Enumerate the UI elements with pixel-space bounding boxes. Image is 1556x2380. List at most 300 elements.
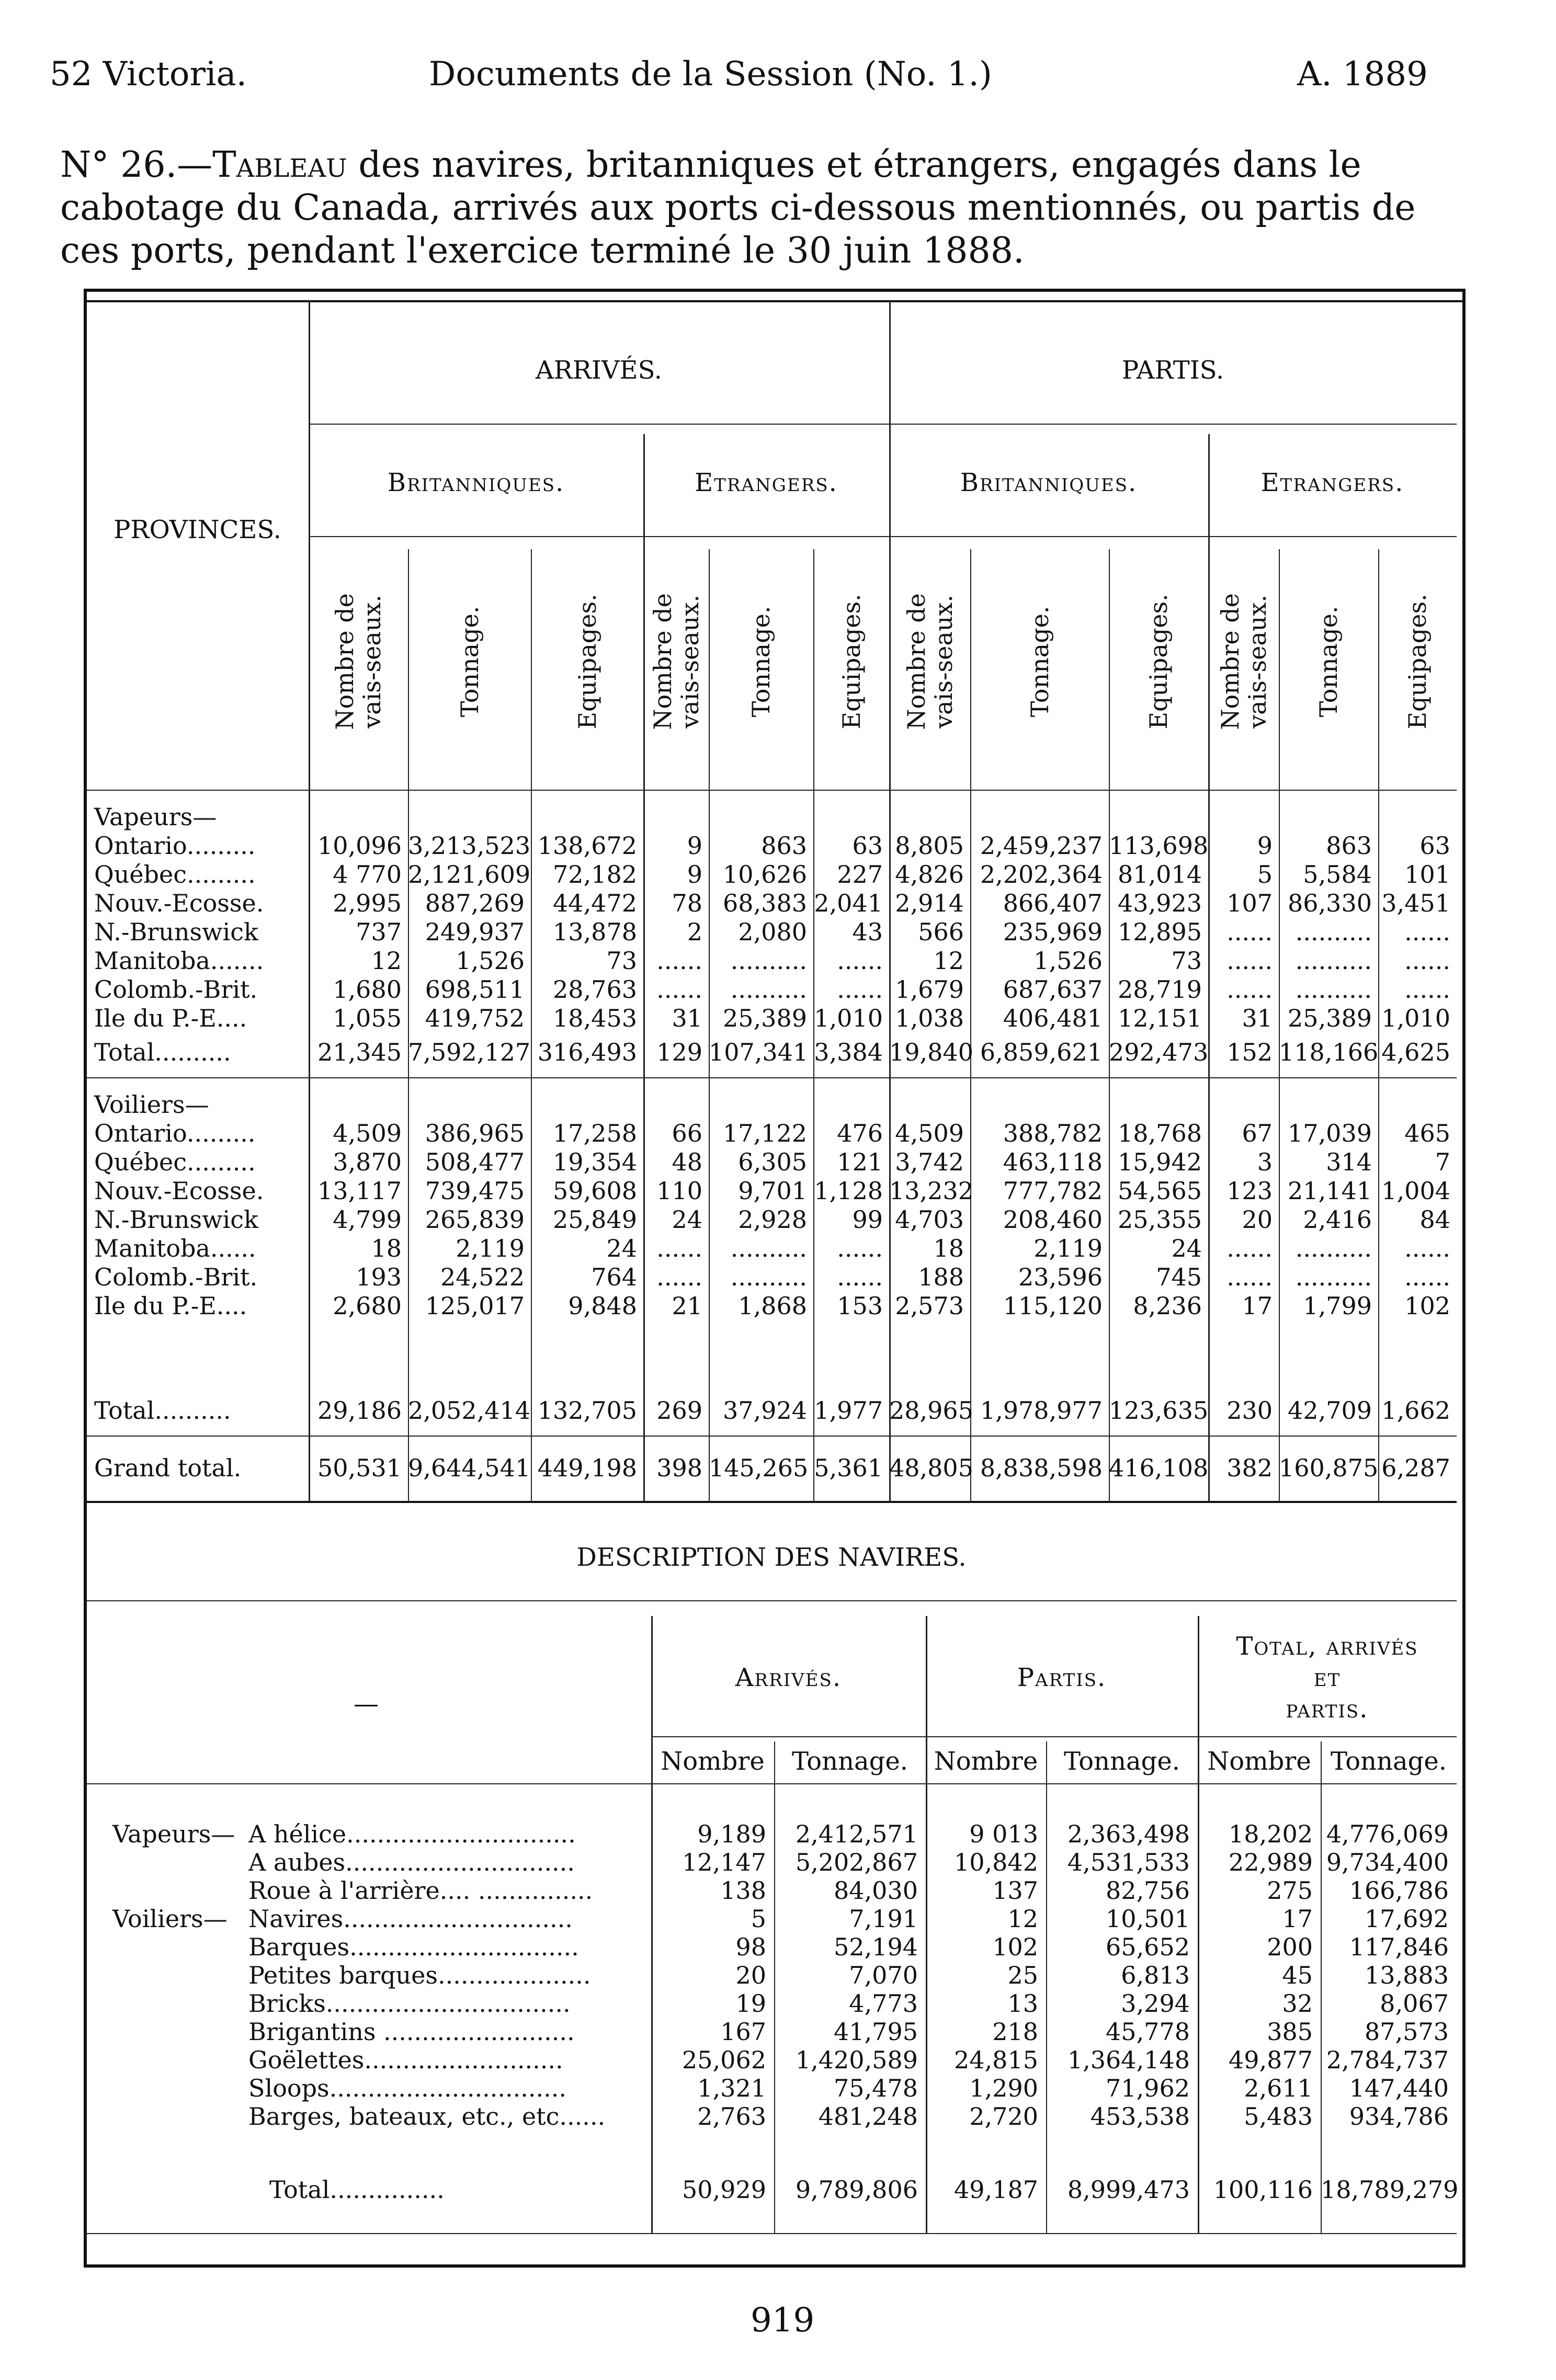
page-number: 919 — [751, 2301, 815, 2340]
description-cell: 71,962 — [1106, 2074, 1190, 2102]
total-cell: 100,116 — [1213, 2176, 1313, 2204]
vapeurs-row-cell: ...... — [1404, 918, 1450, 946]
vapeurs-row-cell: 73 — [1171, 947, 1202, 975]
voiliers-total-label: Total.......... — [94, 1396, 231, 1425]
voiliers-row-cell: 386,965 — [425, 1119, 525, 1147]
description-cell: 17 — [1282, 1905, 1313, 1933]
description-cell: 934,786 — [1349, 2102, 1449, 2131]
description-cell: 453,538 — [1090, 2102, 1190, 2131]
voiliers-row-cell: 476 — [837, 1119, 883, 1147]
description-cell: 218 — [992, 2018, 1038, 2046]
grand-total-cell: 6,287 — [1381, 1454, 1450, 1482]
voiliers-total-cell: 42,709 — [1288, 1396, 1372, 1425]
voiliers-row-cell: 54,565 — [1118, 1177, 1202, 1205]
voiliers-row-cell: 110 — [656, 1177, 702, 1205]
description-cell: 1,290 — [969, 2074, 1038, 2102]
vapeurs-row-cell: 1,526 — [456, 947, 525, 975]
voiliers-row-cell: 2,680 — [333, 1292, 402, 1320]
voiliers-row-cell: 59,608 — [553, 1177, 637, 1205]
vapeurs-row-cell: 1,010 — [814, 1004, 883, 1032]
voiliers-row-cell: 7 — [1435, 1148, 1450, 1176]
description-cell: 45 — [1282, 1961, 1313, 1989]
tonnage-header: Tonnage. — [455, 606, 484, 718]
voiliers-row-cell: 153 — [837, 1292, 883, 1320]
total-cell: 49,187 — [954, 2176, 1038, 2204]
voiliers-row-label: Nouv.-Ecosse. — [94, 1177, 264, 1205]
dash: — — [354, 1689, 379, 1718]
description-cell: 87,573 — [1365, 2018, 1449, 2046]
vapeurs-row-cell: 1,038 — [895, 1004, 964, 1032]
voiliers-row-cell: 2,416 — [1303, 1205, 1372, 1234]
arrives-etrangers-header: Etrangers. — [695, 468, 838, 497]
category-label: Voiliers— — [112, 1905, 228, 1933]
voiliers-row-cell: 2,119 — [456, 1234, 525, 1262]
vapeurs-row-cell: 2,202,364 — [980, 860, 1103, 889]
vapeurs-row-cell: 18,453 — [553, 1004, 637, 1032]
voiliers-row-cell: 764 — [591, 1263, 637, 1291]
equipages-header: Equipages. — [573, 594, 601, 730]
voiliers-row-cell: 2,928 — [738, 1205, 807, 1234]
vapeurs-row-cell: 406,481 — [1003, 1004, 1103, 1032]
vapeurs-row-cell: .......... — [730, 947, 807, 975]
description-cell: 22,989 — [1229, 1848, 1313, 1876]
category-label: Vapeurs— — [112, 1820, 235, 1848]
voiliers-row-cell: 17,122 — [723, 1119, 807, 1147]
header-right: A. 1889 — [1297, 55, 1428, 94]
voiliers-row-cell: .......... — [730, 1234, 807, 1262]
description-cell: 6,813 — [1121, 1961, 1190, 1989]
voiliers-row-cell: 25,355 — [1118, 1205, 1202, 1234]
voiliers-row-cell: 24 — [1171, 1234, 1202, 1262]
voiliers-row-label: Ile du P.-E.... — [94, 1292, 247, 1320]
voiliers-row-cell: 388,782 — [1003, 1119, 1103, 1147]
total-cell: 50,929 — [682, 2176, 766, 2204]
voiliers-row-cell: ...... — [656, 1234, 702, 1262]
vapeurs-row-cell: 63 — [1419, 832, 1450, 860]
description-cell: 49,877 — [1229, 2046, 1313, 2074]
grand-total-cell: 145,265 — [709, 1454, 809, 1482]
vapeurs-total-cell: 6,859,621 — [980, 1038, 1103, 1066]
vapeurs-row-label: Québec......... — [94, 860, 256, 889]
voiliers-row-cell: 739,475 — [425, 1177, 525, 1205]
vapeurs-row-cell: 63 — [852, 832, 883, 860]
voiliers-row-cell: .......... — [1295, 1263, 1372, 1291]
description-cell: 3,294 — [1121, 1989, 1190, 2018]
voiliers-row-cell: 4,509 — [333, 1119, 402, 1147]
vessel-type-label: A aubes.............................. — [248, 1848, 575, 1876]
description-cell: 75,478 — [834, 2074, 918, 2102]
arrives-britanniques-header: Britanniques. — [387, 468, 565, 497]
voiliers-row-cell: 18 — [371, 1234, 402, 1262]
equipages-header: Equipages. — [837, 594, 866, 730]
vapeurs-row-cell: ...... — [1404, 947, 1450, 975]
description-cell: 41,795 — [834, 2018, 918, 2046]
vapeurs-total-cell: 107,341 — [709, 1038, 809, 1066]
header-left: 52 Victoria. — [50, 55, 247, 94]
voiliers-row-cell: 314 — [1326, 1148, 1372, 1176]
voiliers-row-cell: 745 — [1156, 1263, 1202, 1291]
vapeurs-row-cell: 698,511 — [425, 975, 525, 1004]
vapeurs-row-cell: 113,698 — [1109, 832, 1209, 860]
tonnage-header: Tonnage. — [1063, 1747, 1180, 1776]
description-cell: 5,483 — [1244, 2102, 1313, 2131]
vapeurs-row-label: Ontario......... — [94, 832, 256, 860]
vapeurs-row-cell: 43,923 — [1118, 889, 1202, 917]
voiliers-row-cell: 125,017 — [425, 1292, 525, 1320]
description-cell: 481,248 — [818, 2102, 918, 2131]
vapeurs-row-cell: 101 — [1404, 860, 1450, 889]
vapeurs-row-cell: 1,010 — [1381, 1004, 1450, 1032]
voiliers-row-cell: 1,799 — [1303, 1292, 1372, 1320]
voiliers-row-cell: 3,870 — [333, 1148, 402, 1176]
vapeurs-total-label: Total.......... — [94, 1038, 231, 1066]
voiliers-row-cell: 463,118 — [1003, 1148, 1103, 1176]
nombre-header: Nombre de vais-seaux. — [331, 593, 386, 730]
vapeurs-row-cell: 737 — [356, 918, 402, 946]
vapeurs-row-cell: ...... — [656, 975, 702, 1004]
vapeurs-row-cell: 249,937 — [425, 918, 525, 946]
tonnage-header: Tonnage. — [1314, 606, 1343, 718]
vapeurs-row-cell: 138,672 — [537, 832, 637, 860]
voiliers-row-cell: ...... — [1226, 1263, 1273, 1291]
description-cell: 17,692 — [1365, 1905, 1449, 1933]
grand-total-cell: 398 — [656, 1454, 702, 1482]
description-cell: 52,194 — [834, 1933, 918, 1961]
voiliers-total-cell: 28,965 — [889, 1396, 973, 1425]
voiliers-row-cell: 9,848 — [568, 1292, 637, 1320]
voiliers-row-label: N.-Brunswick — [94, 1205, 258, 1234]
voiliers-row-cell: 17,258 — [553, 1119, 637, 1147]
equipages-header: Equipages. — [1403, 594, 1432, 730]
vapeurs-row-cell: ...... — [837, 947, 883, 975]
voiliers-row-cell: 3 — [1257, 1148, 1273, 1176]
voiliers-row-cell: 4,703 — [895, 1205, 964, 1234]
grand-total-cell: 8,838,598 — [980, 1454, 1103, 1482]
vapeurs-total-cell: 152 — [1226, 1038, 1273, 1066]
voiliers-row-label: Manitoba...... — [94, 1234, 256, 1262]
total-cell: 8,999,473 — [1067, 2176, 1190, 2204]
voiliers-row-cell: 121 — [837, 1148, 883, 1176]
voiliers-row-cell: 24,522 — [440, 1263, 525, 1291]
table-caption: des navires, britanniques et étrangers, engagés dans le cabotage du Canada, arrivés aux ports ci-dessous mentionnés, ou partis de ces ports, pendant l'exercice terminé le 30 juin 1888. — [60, 144, 1416, 271]
vapeurs-row-cell: 31 — [1242, 1004, 1273, 1032]
description-cell: 13,883 — [1365, 1961, 1449, 1989]
voiliers-row-cell: 21 — [672, 1292, 702, 1320]
vapeurs-row-cell: 9 — [1257, 832, 1273, 860]
voiliers-row-cell: 17 — [1242, 1292, 1273, 1320]
vapeurs-row-cell: 44,472 — [553, 889, 637, 917]
description-title: DESCRIPTION DES NAVIRES. — [576, 1543, 967, 1572]
voiliers-total-cell: 123,635 — [1109, 1396, 1209, 1425]
description-cell: 10,842 — [954, 1848, 1038, 1876]
description-cell: 9 013 — [969, 1820, 1038, 1848]
description-cell: 82,756 — [1106, 1876, 1190, 1905]
vapeurs-row-cell: 28,719 — [1118, 975, 1202, 1004]
voiliers-row-cell: 13,117 — [317, 1177, 402, 1205]
vapeurs-row-cell: ...... — [1404, 975, 1450, 1004]
voiliers-row-cell: 2,119 — [1033, 1234, 1103, 1262]
table-title — [60, 144, 1472, 272]
description-cell: 117,846 — [1349, 1933, 1449, 1961]
description-cell: 32 — [1282, 1989, 1313, 2018]
vapeurs-row-cell: 72,182 — [553, 860, 637, 889]
vapeurs-row-cell: 3,213,523 — [408, 832, 531, 860]
vapeurs-row-cell: ...... — [656, 947, 702, 975]
voiliers-row-cell: 21,141 — [1288, 1177, 1372, 1205]
vapeurs-row-cell: 1,526 — [1033, 947, 1103, 975]
description-cell: 275 — [1267, 1876, 1313, 1905]
description-cell: 5,202,867 — [795, 1848, 918, 1876]
grand-total-cell: 416,108 — [1109, 1454, 1209, 1482]
description-cell: 2,363,498 — [1067, 1820, 1190, 1848]
description-cell: 147,440 — [1349, 2074, 1449, 2102]
description-cell: 18,202 — [1229, 1820, 1313, 1848]
voiliers-row-cell: ...... — [837, 1234, 883, 1262]
vapeurs-row-cell: 2,041 — [814, 889, 883, 917]
vapeurs-row-cell: 2 — [687, 918, 702, 946]
description-cell: 137 — [992, 1876, 1038, 1905]
voiliers-row-cell: 17,039 — [1288, 1119, 1372, 1147]
vessel-type-label: Brigantins ......................... — [248, 2018, 575, 2046]
voiliers-row-cell: ...... — [656, 1263, 702, 1291]
description-cell: 45,778 — [1106, 2018, 1190, 2046]
description-cell: 138 — [720, 1876, 766, 1905]
vapeurs-row-cell: 12 — [933, 947, 964, 975]
description-cell: 12 — [1007, 1905, 1038, 1933]
vapeurs-row-cell: 107 — [1226, 889, 1273, 917]
equipages-header: Equipages. — [1144, 594, 1173, 730]
voiliers-row-cell: 1,004 — [1381, 1177, 1450, 1205]
voiliers-row-cell: 9,701 — [738, 1177, 807, 1205]
total-label: Total............... — [269, 2176, 445, 2204]
description-cell: 2,763 — [697, 2102, 766, 2131]
vapeurs-row-cell: 31 — [672, 1004, 702, 1032]
vapeurs-row-cell: 687,637 — [1003, 975, 1103, 1004]
voiliers-row-cell: ...... — [1226, 1234, 1273, 1262]
description-cell: 1,420,589 — [795, 2046, 918, 2074]
voiliers-row-cell: 465 — [1404, 1119, 1450, 1147]
vapeurs-row-label: Ile du P.-E.... — [94, 1004, 247, 1032]
partis-header: PARTIS. — [1121, 356, 1224, 385]
voiliers-row-cell: 265,839 — [425, 1205, 525, 1234]
description-cell: 102 — [992, 1933, 1038, 1961]
voiliers-row-cell: 84 — [1419, 1205, 1450, 1234]
vapeurs-row-cell: 43 — [852, 918, 883, 946]
description-cell: 4,531,533 — [1067, 1848, 1190, 1876]
vapeurs-label: Vapeurs— — [94, 803, 217, 831]
grand-total-cell: 382 — [1226, 1454, 1273, 1482]
vapeurs-row-cell: 73 — [606, 947, 637, 975]
vapeurs-row-cell: 866,407 — [1003, 889, 1103, 917]
vapeurs-row-cell: 566 — [918, 918, 964, 946]
vapeurs-row-cell: 8,805 — [895, 832, 964, 860]
vapeurs-row-cell: 28,763 — [553, 975, 637, 1004]
voiliers-total-cell: 37,924 — [723, 1396, 807, 1425]
total-header-line1: Total, arrivés — [1236, 1632, 1418, 1661]
description-cell: 20 — [735, 1961, 766, 1989]
vapeurs-row-cell: .......... — [1295, 918, 1372, 946]
voiliers-row-cell: .......... — [1295, 1234, 1372, 1262]
vessel-type-label: Petites barques.................... — [248, 1961, 591, 1989]
voiliers-row-cell: 24 — [606, 1234, 637, 1262]
total-cell: 9,789,806 — [795, 2176, 918, 2204]
voiliers-row-cell: 13,232 — [889, 1177, 973, 1205]
voiliers-row-cell: 2,573 — [895, 1292, 964, 1320]
vessel-type-label: Bricks................................ — [248, 1989, 571, 2018]
vapeurs-row-cell: 10,626 — [723, 860, 807, 889]
voiliers-row-cell: 208,460 — [1003, 1205, 1103, 1234]
vessel-type-label: Navires.............................. — [248, 1905, 573, 1933]
voiliers-row-label: Québec......... — [94, 1148, 256, 1176]
voiliers-row-cell: 25,849 — [553, 1205, 637, 1234]
vapeurs-row-cell: ...... — [837, 975, 883, 1004]
vapeurs-total-cell: 7,592,127 — [408, 1038, 531, 1066]
vapeurs-total-cell: 129 — [656, 1038, 702, 1066]
vapeurs-row-cell: 1,680 — [333, 975, 402, 1004]
vapeurs-total-cell: 316,493 — [537, 1038, 637, 1066]
vapeurs-row-cell: .......... — [1295, 975, 1372, 1004]
vapeurs-row-cell: 12,151 — [1118, 1004, 1202, 1032]
grand-total-cell: 5,361 — [814, 1454, 883, 1482]
voiliers-row-cell: 15,942 — [1118, 1148, 1202, 1176]
vapeurs-row-cell: 9 — [687, 860, 702, 889]
nombre-header: Nombre de vais-seaux. — [902, 593, 958, 730]
nombre-header: Nombre — [1207, 1747, 1311, 1776]
description-cell: 25,062 — [682, 2046, 766, 2074]
arrives-header: ARRIVÉS. — [535, 356, 663, 385]
voiliers-row-cell: 193 — [356, 1263, 402, 1291]
description-cell: 98 — [735, 1933, 766, 1961]
voiliers-row-label: Colomb.-Brit. — [94, 1263, 258, 1291]
vapeurs-row-cell: ...... — [1226, 947, 1273, 975]
voiliers-total-cell: 269 — [656, 1396, 702, 1425]
vessel-type-label: Sloops............................... — [248, 2074, 566, 2102]
grand-total-label: Grand total. — [94, 1454, 242, 1482]
voiliers-row-cell: 4,799 — [333, 1205, 402, 1234]
voiliers-row-cell: 115,120 — [1003, 1292, 1103, 1320]
nombre-header: Nombre — [661, 1747, 765, 1776]
vapeurs-row-cell: 887,269 — [425, 889, 525, 917]
vapeurs-row-label: N.-Brunswick — [94, 918, 258, 946]
description-cell: 12,147 — [682, 1848, 766, 1876]
voiliers-row-cell: 102 — [1404, 1292, 1450, 1320]
vapeurs-row-cell: 419,752 — [425, 1004, 525, 1032]
description-cell: 2,611 — [1244, 2074, 1313, 2102]
provinces-header: PROVINCES. — [113, 515, 281, 544]
voiliers-total-cell: 29,186 — [317, 1396, 402, 1425]
vapeurs-total-cell: 19,840 — [889, 1038, 973, 1066]
vapeurs-row-cell: 1,055 — [333, 1004, 402, 1032]
header-center: Documents de la Session (No. 1.) — [429, 55, 992, 94]
vessel-type-label: Goëlettes.......................... — [248, 2046, 563, 2074]
description-cell: 1,364,148 — [1067, 2046, 1190, 2074]
voiliers-row-cell: 123 — [1226, 1177, 1273, 1205]
grand-total-cell: 449,198 — [537, 1454, 637, 1482]
grand-total-cell: 48,805 — [889, 1454, 973, 1482]
description-cell: 9,734,400 — [1326, 1848, 1449, 1876]
voiliers-row-cell: 20 — [1242, 1205, 1273, 1234]
description-cell: 7,070 — [849, 1961, 918, 1989]
arrives-header: Arrivés. — [735, 1663, 842, 1692]
voiliers-row-cell: 23,596 — [1018, 1263, 1103, 1291]
vessel-type-label: Barques.............................. — [248, 1933, 579, 1961]
vapeurs-row-cell: 78 — [672, 889, 702, 917]
vapeurs-row-cell: 4 770 — [333, 860, 402, 889]
tonnage-header: Tonnage. — [1025, 606, 1054, 718]
total-header-line3: partis. — [1286, 1694, 1369, 1724]
voiliers-row-cell: 4,509 — [895, 1119, 964, 1147]
voiliers-total-cell: 1,978,977 — [980, 1396, 1103, 1425]
vapeurs-row-cell: 2,121,609 — [408, 860, 531, 889]
voiliers-row-cell: 67 — [1242, 1119, 1273, 1147]
vapeurs-row-cell: 13,878 — [553, 918, 637, 946]
total-header-line2: et — [1313, 1663, 1341, 1692]
nombre-header: Nombre — [934, 1747, 1038, 1776]
vapeurs-row-cell: 9 — [687, 832, 702, 860]
description-cell: 200 — [1267, 1933, 1313, 1961]
vapeurs-total-cell: 292,473 — [1109, 1038, 1209, 1066]
nombre-header: Nombre de vais-seaux. — [1216, 593, 1271, 730]
voiliers-total-cell: 2,052,414 — [408, 1396, 531, 1425]
voiliers-total-cell: 230 — [1226, 1396, 1273, 1425]
grand-total-cell: 50,531 — [317, 1454, 402, 1482]
vessel-type-label: Barges, bateaux, etc., etc...... — [248, 2102, 606, 2131]
vapeurs-row-cell: ...... — [1226, 918, 1273, 946]
voiliers-total-cell: 1,662 — [1381, 1396, 1450, 1425]
vapeurs-row-cell: 3,451 — [1381, 889, 1450, 917]
voiliers-row-cell: 24 — [672, 1205, 702, 1234]
vapeurs-row-cell: 25,389 — [1288, 1004, 1372, 1032]
grand-total-cell: 160,875 — [1279, 1454, 1379, 1482]
vapeurs-total-cell: 4,625 — [1381, 1038, 1450, 1066]
voiliers-row-cell: 1,868 — [738, 1292, 807, 1320]
vapeurs-row-cell: 863 — [1326, 832, 1372, 860]
vapeurs-row-label: Nouv.-Ecosse. — [94, 889, 264, 917]
voiliers-row-cell: 508,477 — [425, 1148, 525, 1176]
description-cell: 25 — [1007, 1961, 1038, 1989]
description-cell: 65,652 — [1106, 1933, 1190, 1961]
description-cell: 1,321 — [697, 2074, 766, 2102]
description-cell: 2,784,737 — [1326, 2046, 1449, 2074]
description-cell: 8,067 — [1380, 1989, 1449, 2018]
voiliers-total-cell: 1,977 — [814, 1396, 883, 1425]
voiliers-row-cell: ...... — [1404, 1234, 1450, 1262]
voiliers-row-cell: 8,236 — [1133, 1292, 1202, 1320]
vapeurs-total-cell: 21,345 — [317, 1038, 402, 1066]
tonnage-header: Tonnage. — [747, 606, 775, 718]
vessel-type-label: A hélice.............................. — [248, 1820, 576, 1848]
vapeurs-row-cell: 10,096 — [317, 832, 402, 860]
vapeurs-row-cell: 68,383 — [723, 889, 807, 917]
vapeurs-row-label: Colomb.-Brit. — [94, 975, 258, 1004]
partis-britanniques-header: Britanniques. — [960, 468, 1138, 497]
voiliers-row-cell: 3,742 — [895, 1148, 964, 1176]
voiliers-row-cell: ...... — [837, 1263, 883, 1291]
vapeurs-row-cell: 12 — [371, 947, 402, 975]
tonnage-header: Tonnage. — [791, 1747, 908, 1776]
description-cell: 4,776,069 — [1326, 1820, 1449, 1848]
vapeurs-row-cell: 5,584 — [1303, 860, 1372, 889]
partis-header: Partis. — [1017, 1663, 1107, 1692]
partis-etrangers-header: Etrangers. — [1260, 468, 1404, 497]
voiliers-row-cell: 6,305 — [738, 1148, 807, 1176]
vapeurs-row-cell: 2,459,237 — [980, 832, 1103, 860]
vessel-type-label: Roue à l'arrière.... ............... — [248, 1876, 593, 1905]
vapeurs-row-cell: 12,895 — [1118, 918, 1202, 946]
voiliers-row-cell: 99 — [852, 1205, 883, 1234]
description-cell: 13 — [1007, 1989, 1038, 2018]
vapeurs-row-cell: 5 — [1257, 860, 1273, 889]
